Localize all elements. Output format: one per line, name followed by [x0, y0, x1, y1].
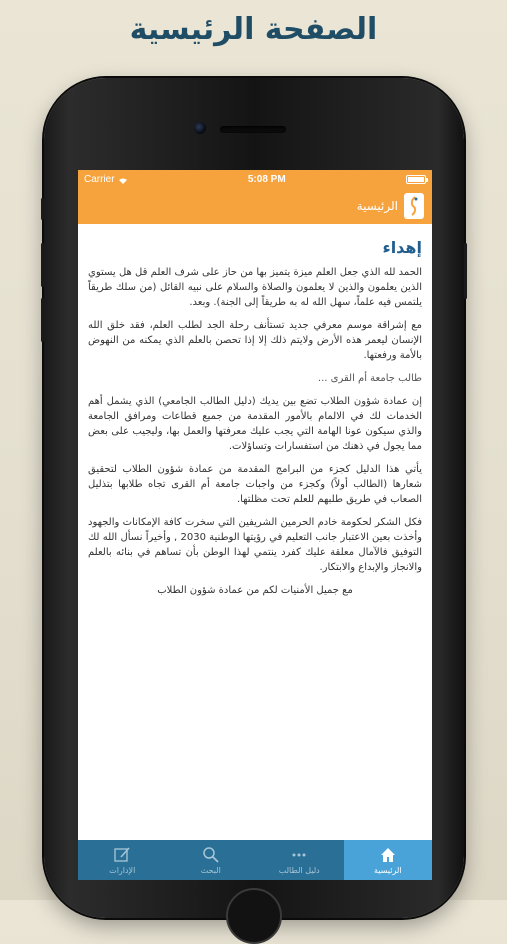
front-camera — [194, 122, 206, 134]
search-icon — [202, 846, 220, 864]
carrier-label: Carrier — [84, 173, 115, 185]
paragraph-guide: إن عمادة شؤون الطلاب تضع بين يديك (دليل الطالب الجامعي) الذي يشمل أهم الخدمات لك في الالمام بالأمور المقدمة من جميع قطاعات ومرافق الجامعة والذي سيكون عونا الهامة التي يجب عليك معرفتها والعمل بها، وليجيب على بعض مما يجول في ذهنك من استفسارات وتساؤلات. — [88, 396, 422, 452]
earpiece-speaker — [220, 126, 286, 133]
status-time: 5:08 PM — [247, 173, 286, 185]
home-button[interactable] — [226, 888, 282, 944]
battery-icon — [406, 175, 426, 184]
tab-student-guide-label: دليل الطالب — [278, 865, 320, 875]
wifi-icon — [118, 176, 128, 183]
edit-icon — [113, 846, 131, 864]
paragraph-closing: مع جميل الأمنيات لكم من عمادة شؤون الطلاب — [157, 585, 353, 596]
nav-bar — [78, 188, 432, 224]
tab-bar — [78, 840, 432, 880]
status-bar — [78, 170, 432, 188]
app-logo-icon — [404, 193, 424, 219]
paragraph-address: طالب جامعة أم القرى ... — [317, 373, 422, 384]
volume-up-button — [41, 243, 44, 287]
tab-home-label: الرئيسية — [373, 865, 402, 875]
dedication-content — [78, 224, 432, 598]
carrier-group — [84, 174, 128, 185]
tab-student-guide[interactable] — [255, 840, 344, 880]
tab-search[interactable] — [167, 840, 256, 880]
tab-home[interactable] — [344, 840, 433, 880]
power-button — [464, 243, 467, 299]
more-icon — [290, 846, 308, 864]
paragraph-thanks: فكل الشكر لحكومة خادم الحرمين الشريفين التي سخرت كافة الإمكانات والجهود وأخذت بعين الاعتبار جانب التعليم في رؤيتها الوطنية 2030 , وأخيراً نسأل الله لك التوفيق فالآمال معلقة عليك كفرد ينتمي لهذا الوطن بأن تساهم في بنائه بالعلم والانجاز والإبداع والابتكار. — [88, 517, 422, 573]
tab-search-label: البحث — [200, 865, 221, 875]
phone-frame — [44, 78, 464, 918]
tab-departments[interactable] — [78, 840, 167, 880]
home-icon — [379, 846, 397, 864]
tab-departments-label: الإدارات — [109, 865, 136, 875]
mute-switch — [41, 198, 44, 220]
dedication-heading: إهداء — [382, 238, 422, 257]
nav-title: الرئيسية — [356, 199, 398, 213]
paragraph-program: يأتي هذا الدليل كجزء من البرامج المقدمة من عمادة شؤون الطلاب لتحقيق شعارها (الطالب أولاً) وكجزء من واجبات جامعة أم القرى تجاه طلابها بتذليل الصعاب في طريق طلبهم للعلم تحت مظلتها. — [88, 464, 422, 505]
volume-down-button — [41, 298, 44, 342]
page-headline: الصفحة الرئيسية — [129, 12, 378, 47]
paragraph-season: مع إشراقة موسم معرفي جديد تستأنف رحلة الجد لطلب العلم، فقد خلق الله الإنسان ليعمر هذه الأرض ولايتم ذلك إلا إذا تحصن بالعلم الذي يمكنه من النهوض بالأمة ورفعتها. — [88, 320, 422, 361]
paragraph-intro: الحمد لله الذي جعل العلم ميزة يتميز بها من حاز على شرف العلم قل هل يستوي الذين يعلمون والذين لا يعلمون والصلاة والسلام على نبيه القائل (من سلك طريقاً يلتمس فيه علماً، سهل الله له به طريقاً إلى الجنة). وبعد. — [88, 267, 422, 308]
app-screen — [78, 170, 432, 880]
